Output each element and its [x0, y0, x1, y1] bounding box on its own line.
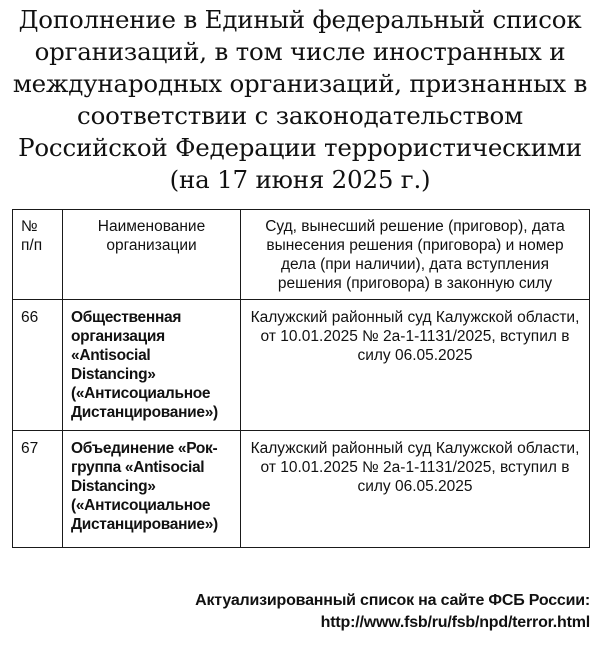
row-number: 67 [13, 431, 63, 548]
court-decision: Калужский районный суд Калужской области, от 10.01.2025 № 2а-1-1131/2025, вступил в силу 06.05.2025 [241, 431, 590, 548]
source-footnote: Актуализированный список на сайте ФСБ России: http://www.fsb/ru/fsb/npd/terror.html [195, 592, 590, 631]
row-number: 66 [13, 300, 63, 431]
table-header-row [13, 210, 590, 300]
table-row [13, 431, 590, 548]
table-body [13, 300, 590, 548]
document-title: Дополнение в Единый федеральный список организаций, в том числе иностранных и международных организаций, признанных в соответствии с законодательством Российской Федерации террористическими (на 17 июня 2025 г.) [12, 5, 588, 194]
court-decision: Калужский районный суд Калужской области, от 10.01.2025 № 2а-1-1131/2025, вступил в силу 06.05.2025 [241, 300, 590, 431]
column-header-name: Наименование организации [63, 210, 241, 300]
table-header [13, 210, 590, 300]
column-header-number: № п/п [13, 210, 63, 300]
organization-name: Общественная организация «Antisocial Distancing» («Антисоциальное Дистанцирование») [63, 300, 241, 431]
organization-name: Объединение «Рок-группа «Antisocial Distancing» («Антисоциальное Дистанцирование») [63, 431, 241, 548]
column-header-court: Суд, вынесший решение (приговор), дата вынесения решения (приговора) и номер дела (при наличии), дата вступления решения (приговора) в законную силу [241, 210, 590, 300]
table-row [13, 300, 590, 431]
terrorist-organizations-table [12, 209, 590, 548]
